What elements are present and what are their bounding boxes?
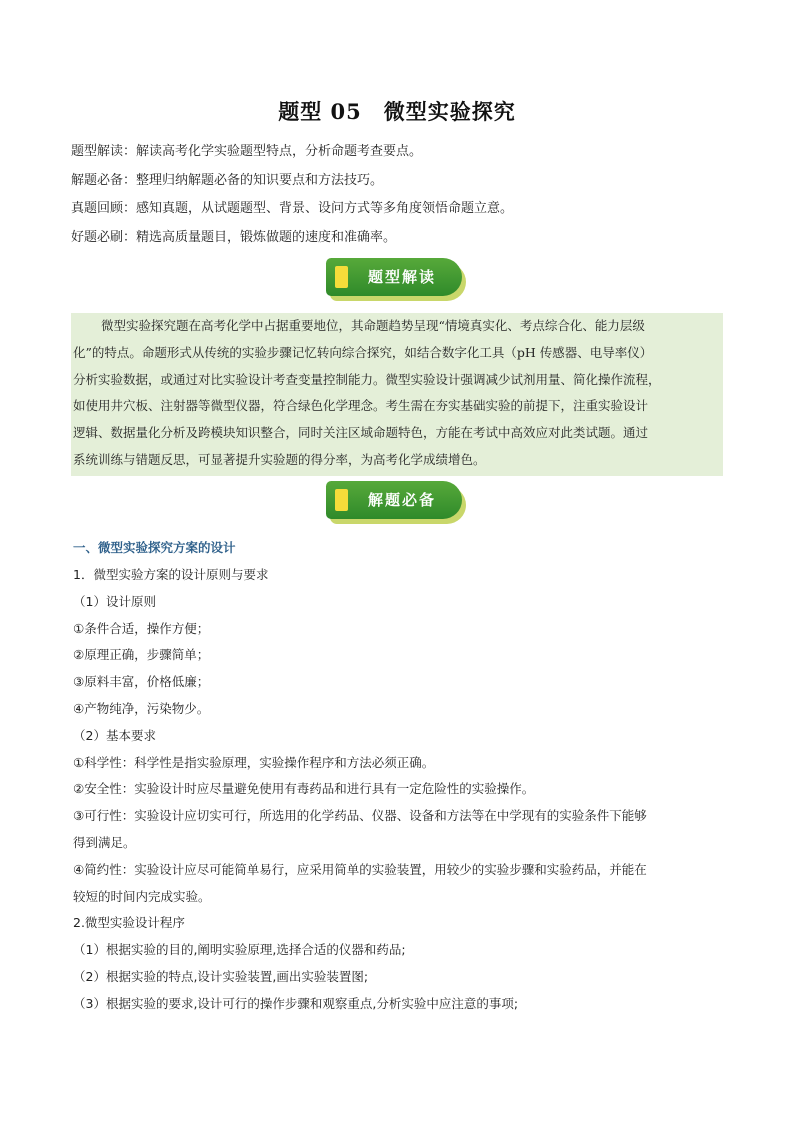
summary-line: 系统训练与错题反思，可显著提升实验题的得分率，为高考化学成绩增色。	[73, 451, 486, 467]
content-line: ④简约性：实验设计应尽可能简单易行，应采用简单的实验装置，用较少的实验步骤和实验药品，并能在	[73, 861, 647, 877]
summary-line: 逻辑、数据量化分析及跨模块知识整合，同时关注区域命题特色，方能在考试中高效应对此类试题。通过	[73, 425, 649, 441]
content-line: 较短的时间内完成实验。	[73, 888, 211, 904]
section-banner-essentials	[326, 481, 466, 525]
content-line: 1．微型实验方案的设计原则与要求	[73, 567, 269, 582]
content-line: ③可行性：实验设计应切实可行，所选用的化学药品、仪器、设备和方法等在中学现有的实验条件下能够	[73, 808, 647, 824]
summary-line: 如使用井穴板、注射器等微型仪器，符合绿色化学理念。考生需在夯实基础实验的前提下，注重实验设计	[73, 398, 649, 414]
summary-line: 微型实验探究题在高考化学中占据重要地位，其命题趋势呈现“情境真实化、考点综合化、能力层级	[101, 318, 645, 333]
content-line: （2）根据实验的特点,设计实验装置,画出实验装置图;	[73, 968, 369, 984]
page-title: 题型 05 微型实验探究	[278, 99, 516, 124]
content-line: ①科学性：科学性是指实验原理，实验操作程序和方法必须正确。	[73, 754, 435, 770]
content-line: 得到满足。	[73, 834, 136, 850]
summary-line: 分析实验数据，或通过对比实验设计考查变量控制能力。微型实验设计强调减少试剂用量、简化操作流程，	[73, 371, 661, 387]
content-line: （3）根据实验的要求,设计可行的操作步骤和观察重点,分析实验中应注意的事项;	[73, 995, 519, 1011]
intro-line: 解题必备：整理归纳解题必备的知识要点和方法技巧。	[71, 172, 384, 188]
content-line: ②安全性：实验设计时应尽量避免使用有毒药品和进行具有一定危险性的实验操作。	[73, 781, 535, 797]
banner-label: 解题必备	[367, 491, 436, 509]
content-line: ③原料丰富，价格低廉；	[73, 674, 210, 690]
content-line: 2.微型实验设计程序	[73, 915, 185, 931]
content-line: ④产物纯净，污染物少。	[73, 700, 210, 716]
intro-line: 真题回顾：感知真题，从试题题型、背景、设问方式等多角度领悟命题立意。	[71, 201, 514, 216]
content-line: ②原理正确，步骤简单；	[73, 647, 210, 663]
content-line: （1）根据实验的目的,阐明实验原理,选择合适的仪器和药品;	[73, 942, 406, 958]
summary-box	[71, 313, 723, 476]
section-banner-interpretation	[326, 258, 466, 302]
section-heading: 一、微型实验探究方案的设计	[73, 540, 236, 555]
content-line: ①条件合适，操作方便；	[73, 620, 210, 636]
intro-list	[71, 142, 731, 256]
content-line: （1）设计原则	[73, 593, 156, 609]
banner-label: 题型解读	[367, 268, 436, 286]
essentials-content	[73, 537, 733, 1020]
content-line: （2）基本要求	[73, 727, 156, 743]
summary-line: 化”的特点。命题形式从传统的实验步骤记忆转向综合探究，如结合数字化工具（pH 传感器、电导率仪）	[73, 344, 653, 360]
intro-line: 题型解读：解读高考化学实验题型特点，分析命题考查要点。	[71, 144, 423, 159]
intro-line: 好题必刷：精选高质量题目，锻炼做题的速度和准确率。	[71, 229, 397, 245]
